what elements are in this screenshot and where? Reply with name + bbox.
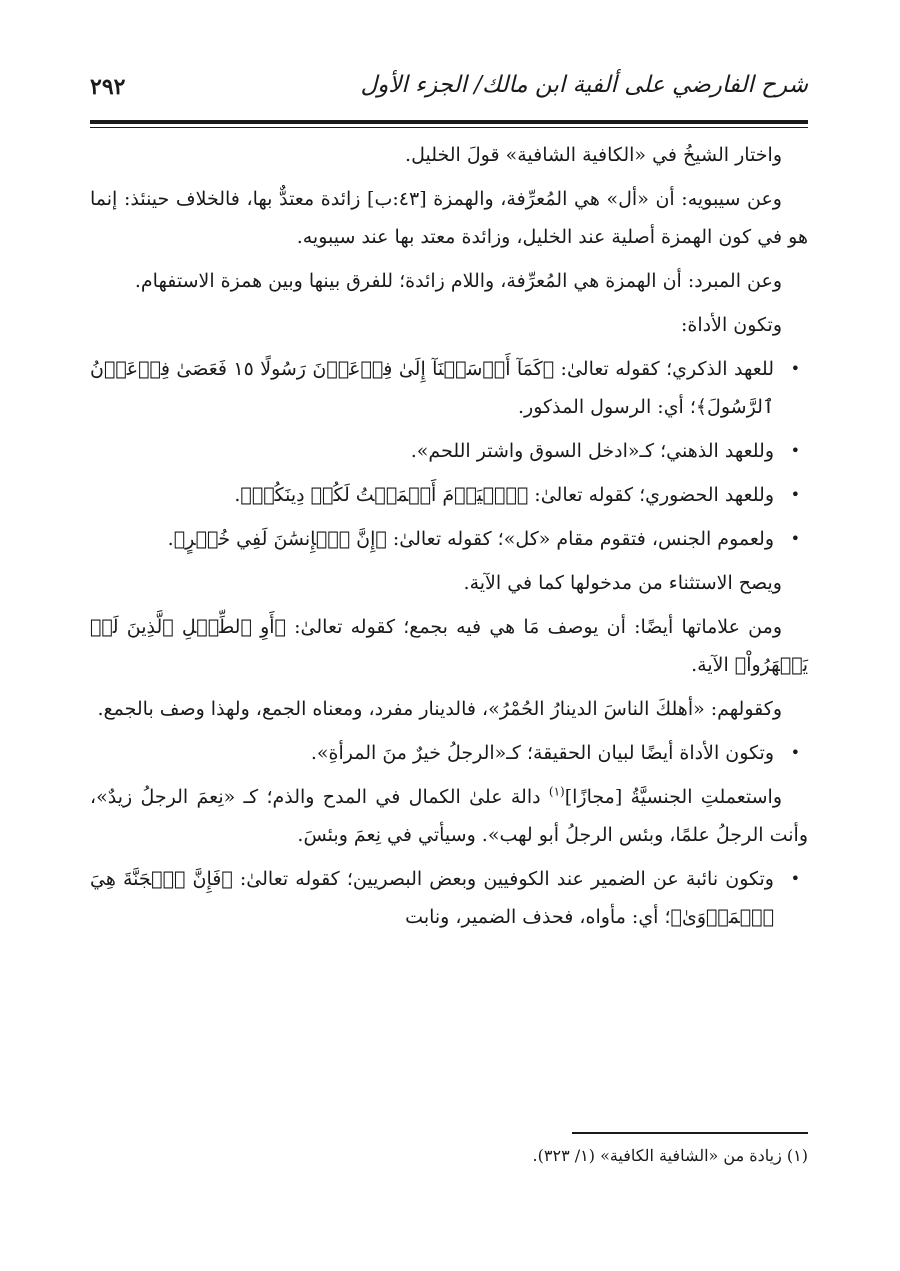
list-item-text: وتكون نائبة عن الضمير عند الكوفيين وبعض البصريين؛ كقوله تعالىٰ: ﴿فَإِنَّ ٱلۡجَنَّةَ هِيَ ٱلۡمَأۡوَىٰ﴾؛ أي: مأواه، فحذف الضمير، ونابت <box>90 868 774 928</box>
page-number: ٢٩٢ <box>90 74 126 100</box>
paragraph: واختار الشيخُ في «الكافية الشافية» قولَ الخليل. <box>405 144 782 166</box>
list-item-text: للعهد الذكري؛ كقوله تعالىٰ: ﴿كَمَآ أَرۡسَلۡنَآ إِلَىٰ فِرۡعَوۡنَ رَسُولًا ١٥ فَعَصَىٰ فِرۡعَوۡنُ ٱلرَّسُولَ﴾؛ أي: الرسول المذكور. <box>90 358 774 418</box>
footnote: (١) زيادة من «الشافية الكافية» (١/ ٣٢٣). <box>532 1146 808 1165</box>
list-item <box>90 734 808 772</box>
paragraph: ويصح الاستثناء من مدخولها كما في الآية. <box>463 572 782 594</box>
footnote-ref[interactable]: (١) <box>548 784 565 799</box>
book-title: شرح الفارضي على ألفية ابن مالك/ الجزء الأول <box>360 72 808 98</box>
page <box>90 66 808 1196</box>
bullet-list <box>90 860 808 936</box>
header-rule-thin <box>90 127 808 128</box>
bullet-icon: • <box>790 359 800 378</box>
running-header <box>90 66 808 120</box>
bullet-icon: • <box>790 441 800 460</box>
paragraph <box>90 778 808 854</box>
body-text <box>90 136 808 936</box>
paragraph: وعن سيبويه: أن «أل» هي المُعرِّفة، والهمزة [٤٣:ب] زائدة معتدٌّ بها، فالخلاف حينئذ: إنما هو في كون الهمزة أصلية عند الخليل، وزائدة معتد بها عند سيبويه. <box>90 188 808 248</box>
bullet-icon: • <box>790 869 800 888</box>
list-item-text: وللعهد الحضوري؛ كقوله تعالىٰ: ﴿ٱلۡيَوۡمَ أَكۡمَلۡتُ لَكُمۡ دِينَكُمۡ﴾. <box>234 484 774 506</box>
bullet-list <box>90 350 808 558</box>
paragraph-text: واستعملتِ الجنسيَّةُ [مجازًا] <box>564 786 782 808</box>
bullet-icon: • <box>790 485 800 504</box>
footnote-rule <box>572 1132 808 1134</box>
list-item-text: ولعموم الجنس، فتقوم مقام «كل»؛ كقوله تعالىٰ: ﴿إِنَّ ٱلۡإِنسَٰنَ لَفِي خُسۡرٍ﴾. <box>167 528 774 550</box>
bullet-icon: • <box>790 743 800 762</box>
paragraph: ومن علاماتها أيضًا: أن يوصف مَا هي فيه بجمع؛ كقوله تعالىٰ: ﴿أَوِ ٱلطِّفۡلِ ٱلَّذِينَ لَمۡ يَظۡهَرُواْ﴾ الآية. <box>90 616 808 676</box>
list-item-text: وللعهد الذهني؛ كـ«ادخل السوق واشتر اللحم». <box>410 440 774 462</box>
paragraph: وعن المبرد: أن الهمزة هي المُعرِّفة، واللام زائدة؛ للفرق بينها وبين همزة الاستفهام. <box>134 270 782 292</box>
bullet-list <box>90 734 808 772</box>
list-item <box>90 476 808 514</box>
list-item-text: وتكون الأداة أيضًا لبيان الحقيقة؛ كـ«الرجلُ خيرٌ منَ المرأةِ». <box>310 742 774 764</box>
paragraph-text: دالة علىٰ الكمال في المدح والذم؛ كـ «نِعمَ الرجلُ زيدٌ»، وأنت الرجلُ علمًا، وبئس الرجلُ أبو لهب». وسيأتي في نِعمَ وبئسَ. <box>90 786 808 846</box>
list-item <box>90 520 808 558</box>
bullet-icon: • <box>790 529 800 548</box>
list-item <box>90 350 808 426</box>
list-item <box>90 432 808 470</box>
list-item <box>90 860 808 936</box>
paragraph: وكقولهم: «أهلكَ الناسَ الدينارُ الحُمْرُ»، فالدينار مفرد، ومعناه الجمع، ولهذا وصف بالجمع. <box>97 698 782 720</box>
paragraph: وتكون الأداة: <box>681 314 782 336</box>
